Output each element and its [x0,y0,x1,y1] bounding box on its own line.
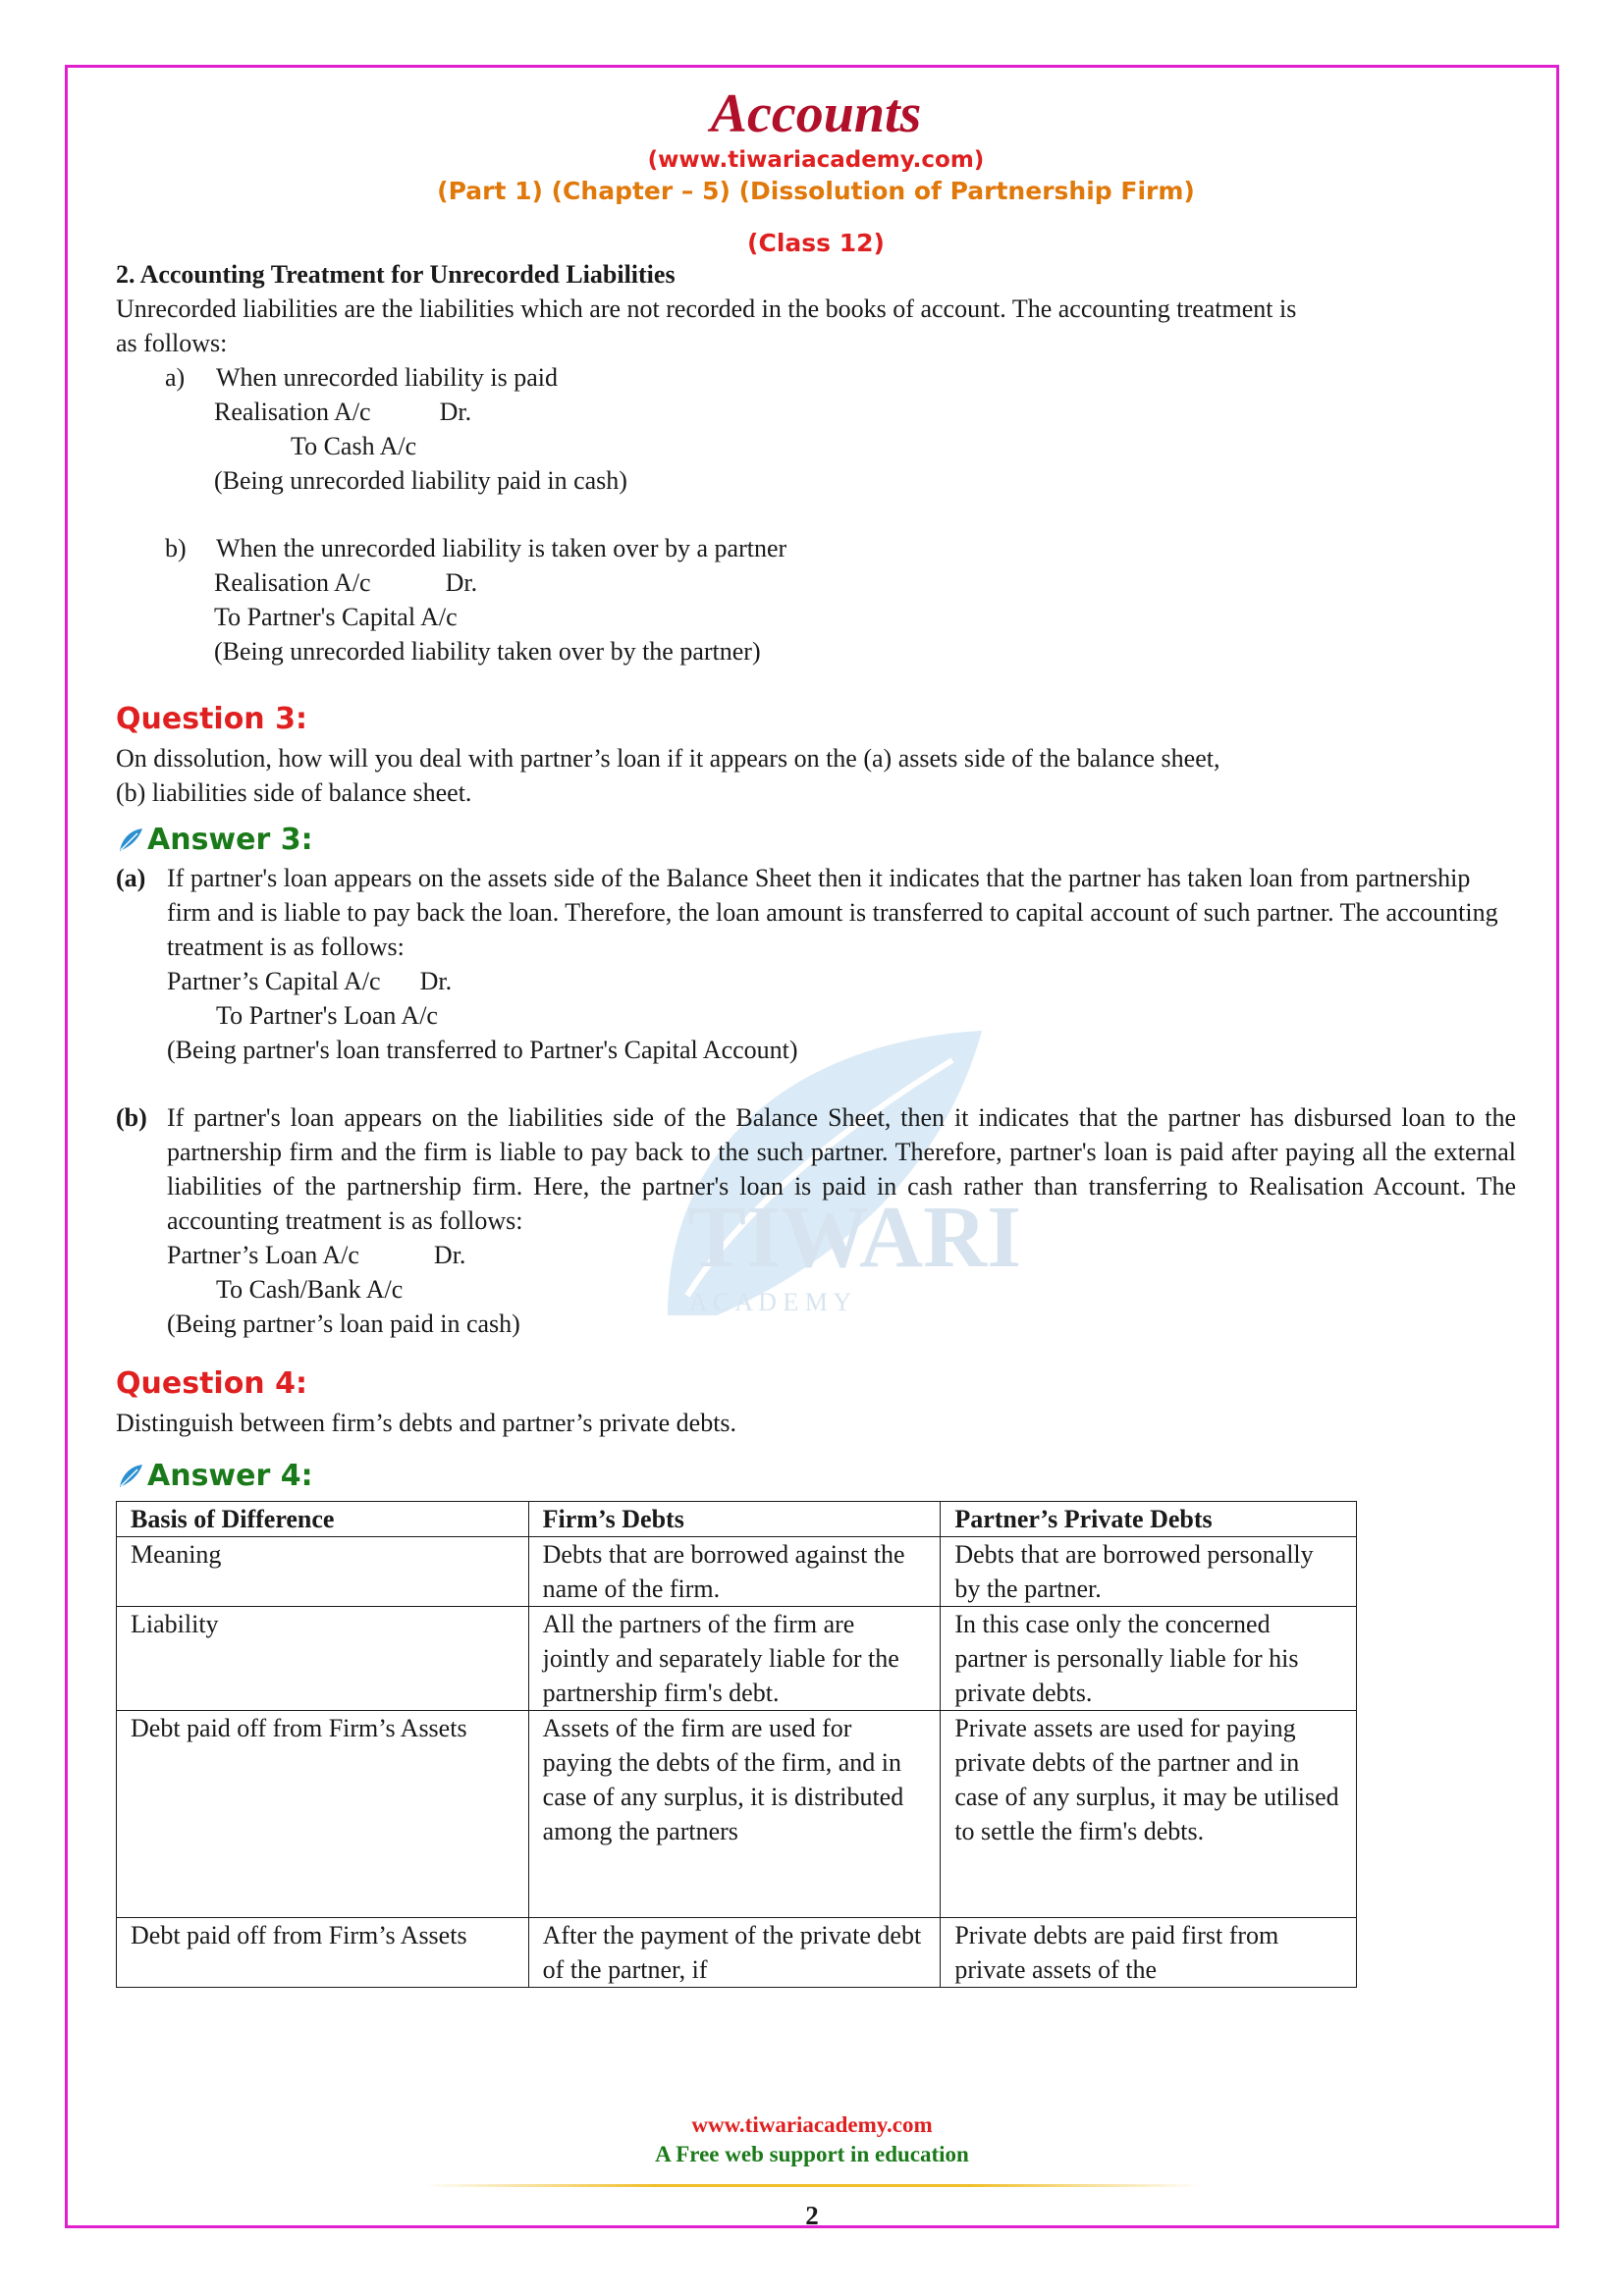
quill-icon [116,826,145,855]
section-intro-line2: as follows: [116,328,228,357]
debit-account: Partner’s Capital A/c [167,966,381,995]
debts-comparison-table [116,1501,1357,1988]
debit-marker: Dr. [445,567,478,597]
table-cell: Debt paid off from Firm’s Assets [117,1917,529,1987]
table-cell: Assets of the firm are used for paying the debts of the firm, and in case of any surplus, it is distributed among the partners [528,1710,941,1917]
section-intro-line1: Unrecorded liabilities are the liabilities which are not recorded in the books of account. The accounting treatment is [116,294,1297,323]
section-heading: 2. Accounting Treatment for Unrecorded Liabilities [116,259,676,289]
answer-4-heading [116,1456,1516,1497]
table-cell: Private debts are paid first from private assets of the [941,1917,1357,1987]
footer-tagline: A Free web support in education [655,2142,969,2166]
question-4-heading: Question 4: [116,1365,307,1401]
answer-3-heading [116,820,1516,861]
table-cell: After the payment of the private debt of the partner, if [528,1917,941,1987]
journal-credit-line: To Cash/Bank A/c [216,1274,404,1304]
header-class: (Class 12) [747,228,885,257]
page-content [116,79,1516,1988]
journal-narration: (Being unrecorded liability paid in cash) [214,465,627,495]
watermark-subtext: A C A D E M Y [689,1288,852,1316]
table-cell: Debts that are borrowed personally by the partner. [941,1536,1357,1606]
item-label: a) [165,362,186,392]
item-text: When unrecorded liability is paid [216,362,559,392]
debit-account: Realisation A/c [214,397,371,426]
journal-debit-line [116,1238,1516,1272]
journal-credit-line: To Partner's Capital A/c [214,602,458,631]
section-item-a [116,360,1516,395]
debit-marker: Dr. [439,397,472,426]
debit-marker: Dr. [419,966,453,995]
table-header-cell: Partner’s Private Debts [941,1501,1357,1536]
answer-3-label: Answer 3: [147,822,313,857]
table-cell: In this case only the concerned partner is personally liable for his private debts. [941,1606,1357,1710]
table-row [117,1606,1357,1710]
journal-narration: (Being unrecorded liability taken over by the partner) [214,636,761,666]
table-header-cell: Basis of Difference [117,1501,529,1536]
table-row [117,1710,1357,1917]
table-row [117,1536,1357,1606]
item-label: b) [165,533,187,562]
table-cell: Debts that are borrowed against the name of the firm. [528,1536,941,1606]
item-label: (a) [116,863,146,892]
journal-debit-line [116,395,1516,429]
journal-narration: (Being partner's loan transferred to Partner's Capital Account) [167,1035,798,1064]
journal-debit-line [116,964,1516,998]
answer-4-label: Answer 4: [147,1458,313,1493]
item-text: If partner's loan appears on the assets side of the Balance Sheet then it indicates that the partner has taken loan from partnership firm and is liable to pay back the loan. Therefore, the loan amount is transferred to capital account of such partner. The accounting treatment is as follows: [167,863,1498,961]
watermark-text: TIWARI [687,1189,1021,1286]
footer-site-link[interactable]: www.tiwariacademy.com [691,2112,933,2137]
question-3-text-line1: On dissolution, how will you deal with partner’s loan if it appears on the (a) assets side of the balance sheet, [116,743,1220,773]
debit-marker: Dr. [433,1240,466,1269]
table-header-row [117,1501,1357,1536]
table-header-cell: Firm’s Debts [528,1501,941,1536]
page-number: 2 [805,2201,819,2230]
header-site: (www.tiwariacademy.com) [647,146,985,173]
item-text: When the unrecorded liability is taken over by a partner [216,533,787,562]
debit-account: Realisation A/c [214,567,371,597]
debit-account: Partner’s Loan A/c [167,1240,359,1269]
question-3-heading: Question 3: [116,701,307,736]
quill-icon [116,1462,145,1491]
table-row [117,1917,1357,1987]
item-label: (b) [116,1102,147,1132]
journal-credit-line: To Cash A/c [291,431,417,460]
answer-3-item-a [116,861,1516,964]
table-cell: Debt paid off from Firm’s Assets [117,1710,529,1917]
header-part-chapter: (Part 1) (Chapter – 5) (Dissolution of Partnership Firm) [437,176,1195,205]
journal-credit-line: To Partner's Loan A/c [216,1000,438,1030]
question-3-text-line2: (b) liabilities side of balance sheet. [116,777,472,807]
section-item-b [116,531,1516,565]
journal-narration: (Being partner’s loan paid in cash) [167,1308,520,1338]
question-4-text: Distinguish between firm’s debts and partner’s private debts. [116,1408,737,1437]
table-cell: Liability [117,1606,529,1710]
table-cell: Meaning [117,1536,529,1606]
answer-3-item-b [116,1100,1516,1238]
table-cell: Private assets are used for paying private debts of the partner and in case of any surplus, it may be utilised to settle the firm's debts. [941,1710,1357,1917]
item-text: If partner's loan appears on the liabilities side of the Balance Sheet, then it indicates that the partner has disbursed loan to the partnership firm and the firm is liable to pay back to the such partner. Therefore, partner's loan is paid after paying all the external liabilities of the partnership firm. Here, the partner's loan is paid in cash rather than transferring to Realisation Account. The accounting treatment is as follows: [167,1102,1516,1235]
footer-divider [422,2184,1202,2187]
journal-debit-line [116,565,1516,600]
table-cell: All the partners of the firm are jointly and separately liable for the partnership firm's debt. [528,1606,941,1710]
page-title: Accounts [710,83,922,144]
